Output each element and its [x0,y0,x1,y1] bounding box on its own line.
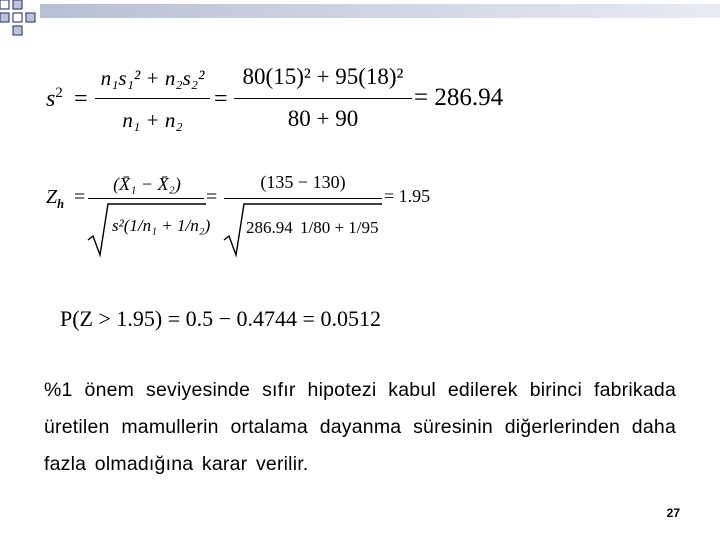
pooled-variance-numeric-numerator: 80(15)² + 95(18)² [242,64,404,89]
header-decoration [0,0,720,40]
pooled-variance-result: = 286.94 [414,84,504,111]
z-statistic-result: = 1.95 [384,186,431,206]
fraction-bar [88,198,204,199]
pooled-variance-symbolic-numerator: n₁s₁² + n₂s₂² [100,66,205,90]
fraction-bar [224,198,382,199]
pooled-variance-numeric-denominator: 80 + 90 [287,106,359,131]
page-number: 27 [666,506,680,520]
z-statistic-numeric-denominator-b: 1/80 + 1/95 [300,218,379,237]
fraction-bar [234,98,412,99]
pooled-variance-lhs: $s^2$ [46,85,63,112]
z-statistic-lhs: $Z_h$ [46,186,65,211]
probability-equation: P(Z > 1.95) = 0.5 − 0.4744 = 0.0512 [60,306,381,331]
z-statistic-numeric-denominator-a: 286.94 [246,218,293,237]
conclusion-paragraph: %1 önem seviyesinde sıfır hipotezi kabul edilerek birinci fabrikada üretilen mamullerin ortalama dayanma süresinin diğerlerinden daha fazla olmadığına karar verilir. [44,379,676,475]
pooled-variance-symbolic-denominator: n₁ + n₂ [122,108,183,132]
z-statistic-numeric-numerator: (135 − 130) [260,172,346,192]
fraction-bar [95,98,210,99]
z-statistic-symbolic-numerator: (X̄₁ − X̄₂) [113,174,181,194]
z-statistic-symbolic-denominator: s²(1/n₁ + 1/n₂) [112,216,211,235]
